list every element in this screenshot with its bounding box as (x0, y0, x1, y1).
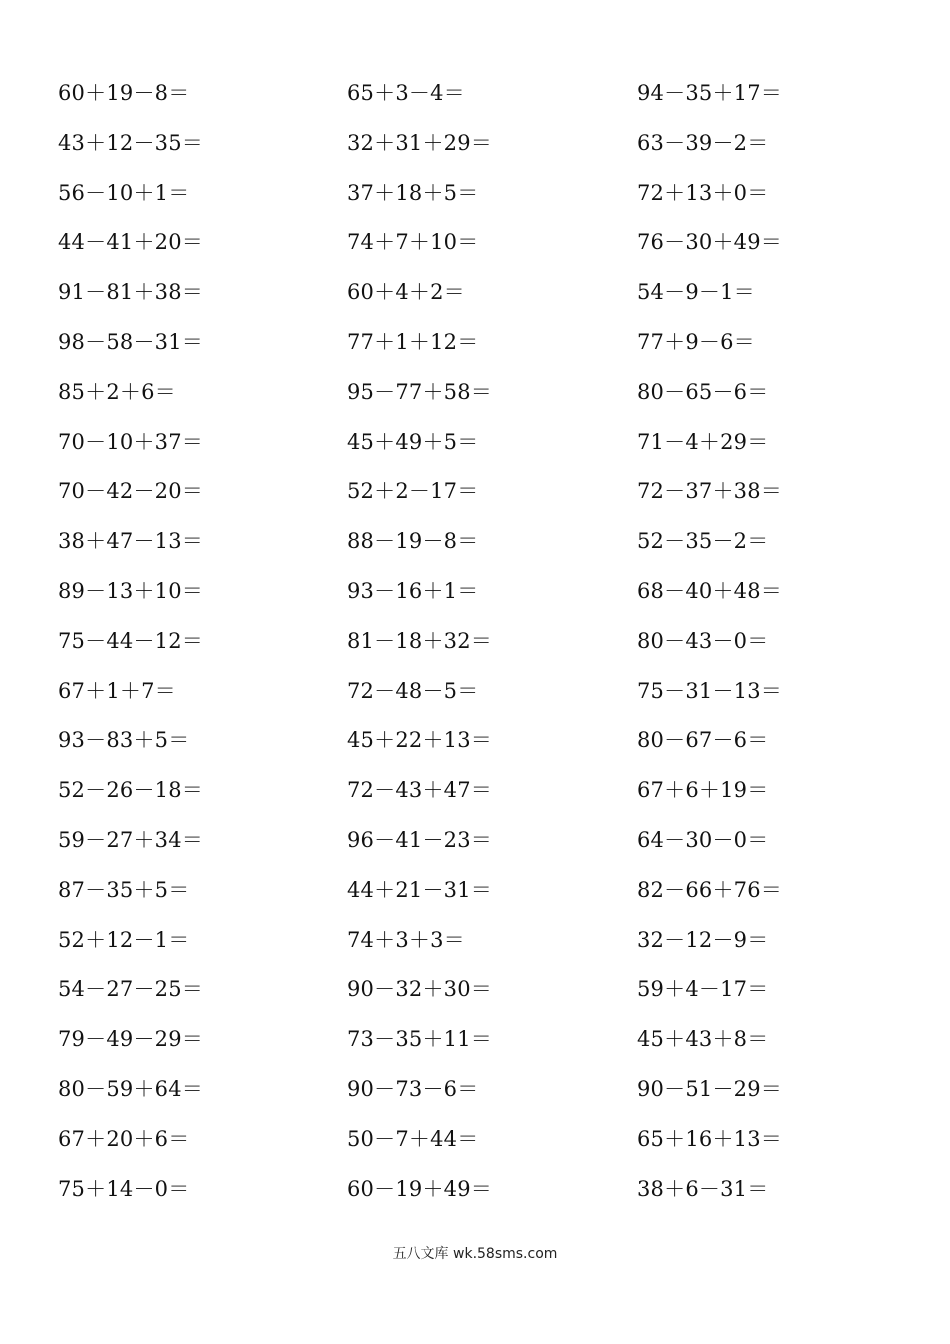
problem-row (0, 767, 950, 817)
math-problem: 59－27＋34＝ (58, 827, 203, 852)
math-problem: 80－43－0＝ (637, 628, 769, 653)
problem-row (0, 1116, 950, 1166)
math-problem: 91－81＋38＝ (58, 280, 203, 305)
math-problem: 60＋19－8＝ (58, 81, 190, 105)
math-problem: 65＋3－4＝ (347, 81, 465, 105)
math-problem: 81－18＋32＝ (347, 628, 492, 653)
math-problem: 70－10＋37＝ (58, 429, 203, 454)
math-problem: 44＋21－31＝ (347, 877, 492, 902)
math-problem: 96－41－23＝ (347, 827, 492, 852)
math-problem: 60＋4＋2＝ (347, 280, 465, 305)
math-problem: 74＋7＋10＝ (347, 230, 479, 255)
math-problem: 95－77＋58＝ (347, 379, 492, 404)
footer-watermark: 五八文库 wk.58sms.com (392, 1246, 558, 1262)
math-problem: 75－44－12＝ (58, 628, 203, 653)
math-problem: 72－48－5＝ (347, 678, 479, 703)
math-problem: 75－31－13＝ (637, 678, 782, 703)
math-problem: 44－41＋20＝ (58, 230, 203, 255)
math-problem: 75＋14－0＝ (58, 1176, 190, 1201)
math-problem: 32－12－9＝ (637, 927, 769, 952)
math-problem: 85＋2＋6＝ (58, 379, 176, 404)
math-problem: 71－4＋29＝ (637, 429, 769, 454)
math-problem: 80－67－6＝ (637, 728, 769, 753)
problem-row (0, 369, 950, 419)
math-problem: 38＋47－13＝ (58, 529, 203, 554)
math-problem: 93－16＋1＝ (347, 578, 479, 603)
problem-row (0, 668, 950, 718)
problem-row (0, 966, 950, 1016)
problem-row (0, 618, 950, 668)
problem-row (0, 917, 950, 967)
math-problem: 72－43＋47＝ (347, 778, 492, 803)
math-problem: 63－39－2＝ (637, 130, 769, 155)
math-problem: 76－30＋49＝ (637, 230, 782, 255)
math-problem: 52－26－18＝ (58, 778, 203, 803)
math-problem: 54－9－1＝ (637, 280, 755, 305)
math-problem: 90－32＋30＝ (347, 977, 492, 1002)
problem-row (0, 1166, 950, 1216)
math-problem: 67＋20＋6＝ (58, 1126, 190, 1151)
math-problem: 93－83＋5＝ (58, 728, 190, 753)
math-problem: 77＋1＋12＝ (347, 329, 479, 354)
math-problem: 52＋2－17＝ (347, 479, 479, 504)
math-problem: 90－73－6＝ (347, 1076, 479, 1101)
math-problem: 52－35－2＝ (637, 529, 769, 554)
math-problem: 56－10＋1＝ (58, 180, 190, 205)
math-problem: 45＋43＋8＝ (637, 1027, 769, 1052)
math-problem: 72＋13＋0＝ (637, 180, 769, 205)
math-problem: 88－19－8＝ (347, 529, 479, 554)
math-problem: 70－42－20＝ (58, 479, 203, 504)
math-problem: 37＋18＋5＝ (347, 180, 479, 205)
math-problem: 87－35＋5＝ (58, 877, 190, 902)
problem-row (0, 1066, 950, 1116)
math-problem: 60－19＋49＝ (347, 1176, 492, 1201)
math-problem: 43＋12－35＝ (58, 130, 203, 155)
math-problem: 67＋1＋7＝ (58, 678, 176, 703)
math-problem: 82－66＋76＝ (637, 877, 782, 902)
math-problem: 32＋31＋29＝ (347, 130, 492, 155)
problem-row (0, 120, 950, 170)
math-problem: 38＋6－31＝ (637, 1176, 769, 1201)
math-problem: 65＋16＋13＝ (637, 1126, 782, 1151)
math-problem: 73－35＋11＝ (347, 1027, 492, 1052)
math-problem: 45＋49＋5＝ (347, 429, 479, 454)
problem-row (0, 170, 950, 220)
math-problem: 67＋6＋19＝ (637, 778, 769, 803)
math-problem: 72－37＋38＝ (637, 479, 782, 504)
problem-grid (0, 70, 950, 1215)
problem-row (0, 70, 950, 120)
math-problem: 80－65－6＝ (637, 379, 769, 404)
problem-row (0, 419, 950, 469)
problem-row (0, 468, 950, 518)
math-problem: 68－40＋48＝ (637, 578, 782, 603)
math-problem: 98－58－31＝ (58, 329, 203, 354)
math-problem: 52＋12－1＝ (58, 927, 190, 952)
problem-row (0, 817, 950, 867)
math-problem: 54－27－25＝ (58, 977, 203, 1002)
math-problem: 89－13＋10＝ (58, 578, 203, 603)
math-problem: 80－59＋64＝ (58, 1076, 203, 1101)
math-problem: 59＋4－17＝ (637, 977, 769, 1002)
math-problem: 64－30－0＝ (637, 827, 769, 852)
problem-row (0, 319, 950, 369)
math-problem: 79－49－29＝ (58, 1027, 203, 1052)
problem-row (0, 219, 950, 269)
problem-row (0, 568, 950, 618)
problem-row (0, 518, 950, 568)
math-problem: 77＋9－6＝ (637, 329, 755, 354)
math-problem: 45＋22＋13＝ (347, 728, 492, 753)
problem-row (0, 269, 950, 319)
math-problem: 50－7＋44＝ (347, 1126, 479, 1151)
problem-row (0, 1016, 950, 1066)
math-problem: 90－51－29＝ (637, 1076, 782, 1101)
math-problem: 94－35＋17＝ (637, 81, 782, 105)
math-problem: 74＋3＋3＝ (347, 927, 465, 952)
problem-row (0, 867, 950, 917)
problem-row (0, 717, 950, 767)
